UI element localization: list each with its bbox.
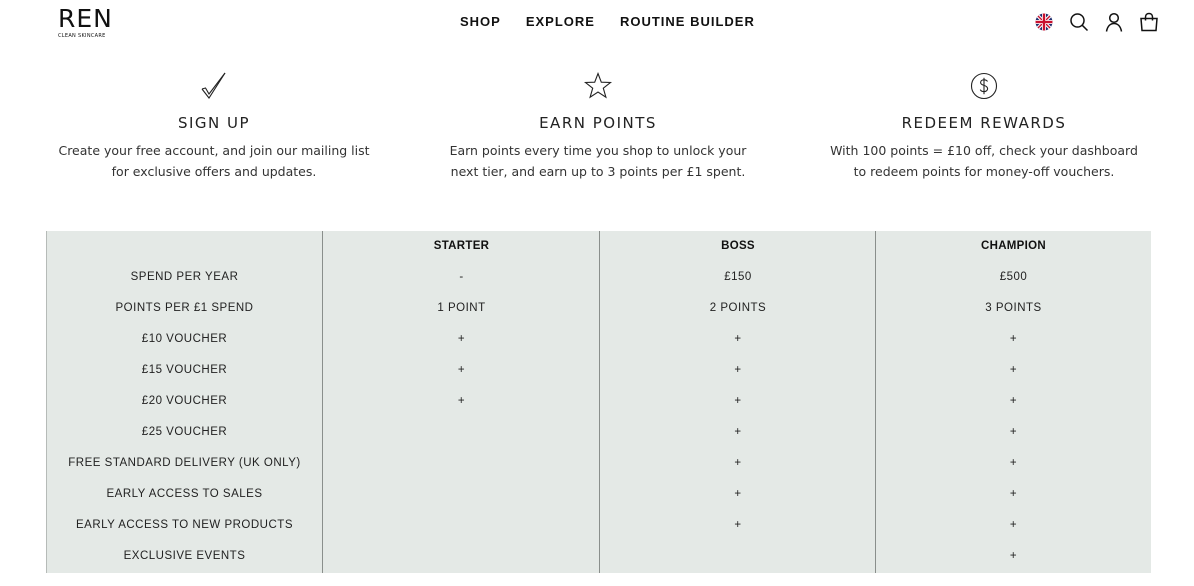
logo-tagline: CLEAN SKINCARE	[58, 33, 106, 39]
benefit-label: £15 VOUCHER	[141, 364, 228, 376]
tier-cell-champion: +	[1009, 426, 1018, 438]
benefit-label: EARLY ACCESS TO NEW PRODUCTS	[75, 519, 293, 531]
step-description-line: next tier, and earn up to 3 points per £1 spent.	[450, 164, 746, 179]
tier-cell-boss: +	[734, 333, 742, 345]
tier-cell-champion: +	[1009, 488, 1018, 500]
step-title: SIGN UP	[177, 114, 251, 132]
ren-logo[interactable]	[58, 6, 120, 40]
step-description-line: With 100 points = £10 off, check your dashboard	[830, 143, 1138, 158]
tier-cell-boss: +	[734, 426, 742, 438]
tier-cell-starter	[323, 541, 600, 572]
table-header-empty	[46, 231, 323, 262]
step-redeem-rewards	[814, 70, 1154, 182]
tier-cell-boss: +	[734, 457, 742, 469]
tier-header-starter: STARTER	[433, 240, 490, 252]
tier-cell-boss: £150	[724, 271, 752, 283]
tier-cell-boss: +	[734, 519, 742, 531]
star-icon	[428, 70, 768, 102]
step-description	[428, 140, 768, 182]
benefit-label: POINTS PER £1 SPEND	[115, 302, 254, 314]
nav-item-shop[interactable]: SHOP	[460, 14, 501, 29]
benefit-label: £25 VOUCHER	[141, 426, 228, 438]
tier-cell-champion: +	[1009, 395, 1018, 407]
tier-cell-starter	[323, 479, 600, 510]
benefit-label: £10 VOUCHER	[141, 333, 228, 345]
tier-cell-starter: -	[459, 271, 464, 283]
tier-cell-starter: 1 POINT	[437, 302, 486, 314]
checkmark-icon	[44, 70, 384, 102]
tier-cell-starter	[323, 510, 600, 541]
nav-item-explore[interactable]: EXPLORE	[525, 14, 595, 29]
benefit-label: £20 VOUCHER	[141, 395, 228, 407]
step-description	[44, 140, 384, 182]
tier-cell-boss: 2 POINTS	[709, 302, 767, 314]
tier-cell-champion: +	[1009, 457, 1018, 469]
tier-cell-champion: +	[1009, 519, 1018, 531]
step-earn-points	[428, 70, 768, 182]
logo-wordmark: REN	[58, 4, 113, 33]
tier-cell-champion: +	[1009, 333, 1018, 345]
tier-cell-boss: +	[734, 364, 742, 376]
search-icon[interactable]	[1069, 12, 1089, 32]
tier-cell-boss	[600, 541, 876, 572]
tier-cell-starter: +	[457, 364, 466, 376]
uk-flag-icon[interactable]	[1034, 12, 1054, 32]
step-description-line: for exclusive offers and updates.	[111, 164, 317, 179]
account-icon[interactable]	[1104, 12, 1124, 32]
tier-header-champion: CHAMPION	[980, 240, 1046, 252]
step-description-line: Earn points every time you shop to unlock your	[449, 143, 747, 158]
tier-cell-starter	[323, 417, 600, 448]
benefit-label: SPEND PER YEAR	[130, 271, 239, 283]
tier-header-boss: BOSS	[721, 240, 755, 252]
benefit-label: EXCLUSIVE EVENTS	[123, 550, 246, 562]
tier-cell-starter: +	[457, 333, 466, 345]
step-title: REDEEM REWARDS	[901, 114, 1067, 132]
header-icons	[1034, 12, 1159, 32]
bag-icon[interactable]	[1139, 12, 1159, 32]
tier-cell-boss: +	[734, 395, 742, 407]
step-description	[814, 140, 1154, 182]
benefit-label: EARLY ACCESS TO SALES	[106, 488, 263, 500]
tier-cell-boss: +	[734, 488, 742, 500]
site-header	[0, 0, 1194, 48]
tiers-table	[46, 231, 1151, 573]
step-title: EARN POINTS	[539, 114, 657, 132]
step-description-line: Create your free account, and join our mailing list	[58, 143, 370, 158]
step-sign-up	[44, 70, 384, 182]
step-description-line: to redeem points for money-off vouchers.	[853, 164, 1115, 179]
benefit-label: FREE STANDARD DELIVERY (UK ONLY)	[68, 457, 301, 469]
tier-cell-starter	[323, 448, 600, 479]
tier-cell-champion: 3 POINTS	[985, 302, 1042, 314]
nav-item-routine-builder[interactable]: ROUTINE BUILDER	[619, 14, 755, 29]
tier-cell-starter: +	[457, 395, 466, 407]
main-nav	[460, 14, 780, 30]
tier-cell-champion: £500	[999, 271, 1028, 283]
loyalty-steps	[0, 70, 1194, 190]
tier-cell-champion: +	[1009, 550, 1018, 562]
tier-cell-champion: +	[1009, 364, 1018, 376]
dollar-coin-icon	[814, 70, 1154, 102]
